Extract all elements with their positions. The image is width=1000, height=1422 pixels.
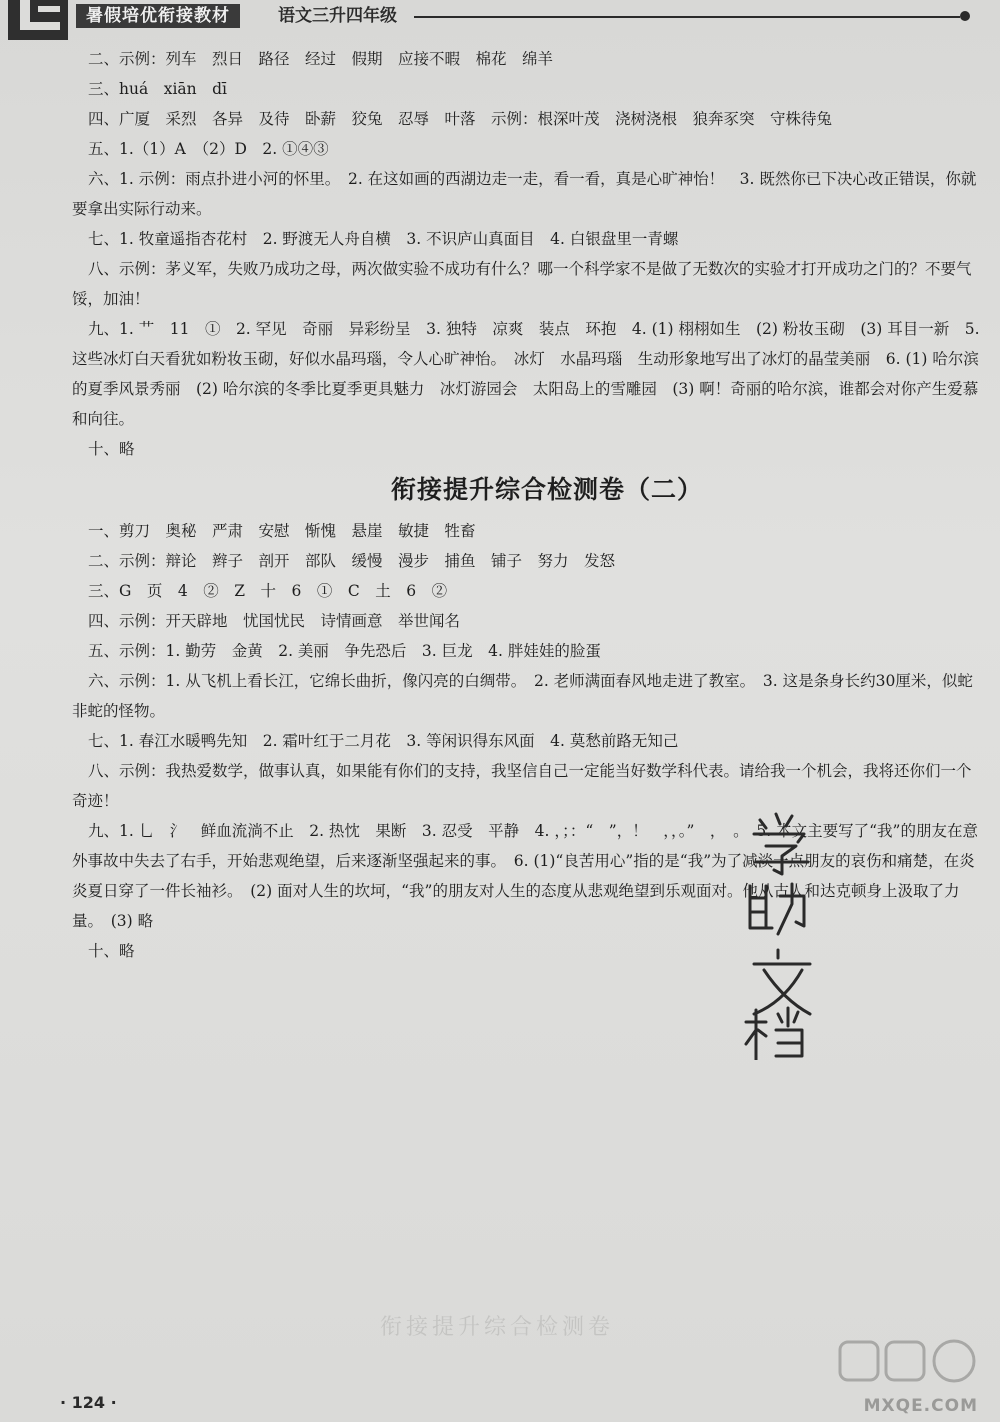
answer-line: 一、剪刀 奥秘 严肃 安慰 惭愧 悬崖 敏捷 牲畜: [88, 522, 476, 540]
answer-line: 七、1. 牧童遥指杏花村 2. 野渡无人舟自横 3. 不识庐山真面目 4. 白银盘里一青螺: [88, 230, 679, 248]
section-title: 衔接提升综合检测卷（二）: [390, 475, 703, 504]
corner-logo-icon: [8, 0, 68, 40]
handwriting-signature: [720, 800, 840, 1060]
answer-line: 七、1. 春江水暖鸭先知 2. 霜叶红于二月花 3. 等闲识得东风面 4. 莫愁前路无知己: [88, 732, 679, 750]
answer-line: 六、1. 示例：雨点扑进小河的怀里。 2. 在这如画的西湖边走一走，看一看，真是心旷神怡！ 3. 既然你已下决心改正错误，你就要拿出实际行动来。: [72, 170, 977, 218]
bleed-through-text: 衔接提升综合检测卷: [380, 1315, 615, 1340]
answer-line: 四、示例：开天辟地 忧国忧民 诗情画意 举世闻名: [88, 612, 461, 630]
answer-content: [72, 44, 982, 966]
answer-line: 九、1. 艹 11 ① 2. 罕见 奇丽 异彩纷呈 3. 独特 凉爽 装点 环抱 4. (1) 栩栩如生 (2) 粉妆玉砌 (3) 耳目一新 5. 这些冰灯白天看犹如粉妆玉砌，好似水晶玛瑙，令人心旷神怡。 冰灯 水晶玛瑙 生动形象地写出了冰灯的晶莹美丽 6. (1) 哈尔滨的夏季风景秀丽 (2) 哈尔滨的冬季比夏季更具魅力 冰灯游园会 太阳岛上的雪雕园 (3) 啊！奇丽的哈尔滨，谁都会对你产生爱慕和向往。: [72, 320, 980, 428]
watermark-url: MXQE.COM: [863, 1396, 978, 1416]
answer-line: 十、略: [88, 942, 135, 960]
answer-line: 二、示例：辩论 辫子 剖开 部队 缓慢 漫步 捕鱼 铺子 努力 发怒: [88, 552, 616, 570]
page-number: · 124 ·: [60, 1393, 117, 1412]
header-rule: [414, 16, 960, 18]
answer-line: 五、示例：1. 勤劳 金黄 2. 美丽 争先恐后 3. 巨龙 4. 胖娃娃的脸蛋: [88, 642, 601, 660]
answer-line: 八、示例：我热爱数学，做事认真，如果能有你们的支持，我坚信自己一定能当好数学科代表。请给我一个机会，我将还你们一个奇迹！: [72, 762, 972, 810]
answer-line: 六、示例：1. 从飞机上看长江，它绵长曲折，像闪亮的白绸带。 2. 老师满面春风地走进了教室。 3. 这是条身长约30厘米，似蛇非蛇的怪物。: [72, 672, 973, 720]
answer-line: 二、示例：列车 烈日 路径 经过 假期 应接不暇 棉花 绵羊: [88, 50, 554, 68]
answer-line: 九、1. 乚 氵 鲜血流淌不止 2. 热忱 果断 3. 忍受 平静 4. ，；：“ ”，！ ，，。” ， 。 5. 本文主要写了“我”的朋友在意外事故中失去了右手，开始悲观绝望，后来逐渐坚强起来的事。 6. (1)“良苦用心”指的是“我”为了减淡一点朋友的哀伤和痛楚，在炎炎夏日穿了一件长袖衫。 (2) 面对人生的坎坷，“我”的朋友对人生的态度从悲观绝望到乐观面对。他从古人和达克顿身上汲取了力量。 (3) 略: [72, 822, 978, 930]
grade-label: 语文三升四年级: [278, 6, 397, 26]
answer-line: 五、1.（1）A （2）D 2. ①④③: [88, 140, 329, 158]
answer-line: 十、略: [88, 440, 135, 458]
answer-line: 三、huá xiān dī: [88, 80, 228, 98]
answer-line: 三、G 页 4 ② Z 十 6 ① C 土 6 ②: [88, 582, 448, 600]
answer-line: 四、广厦 采烈 各异 及待 卧薪 狡兔 忍辱 叶落 示例：根深叶茂 浇树浇根 狼奔豕突 守株待兔: [88, 110, 833, 128]
book-title: 暑假培优衔接教材: [76, 4, 240, 28]
answer-line: 八、示例：茅义军，失败乃成功之母，两次做实验不成功有什么？哪一个科学家不是做了无数次的实验才打开成功之门的？不要气馁，加油！: [72, 260, 972, 308]
header-dot: [960, 11, 970, 21]
